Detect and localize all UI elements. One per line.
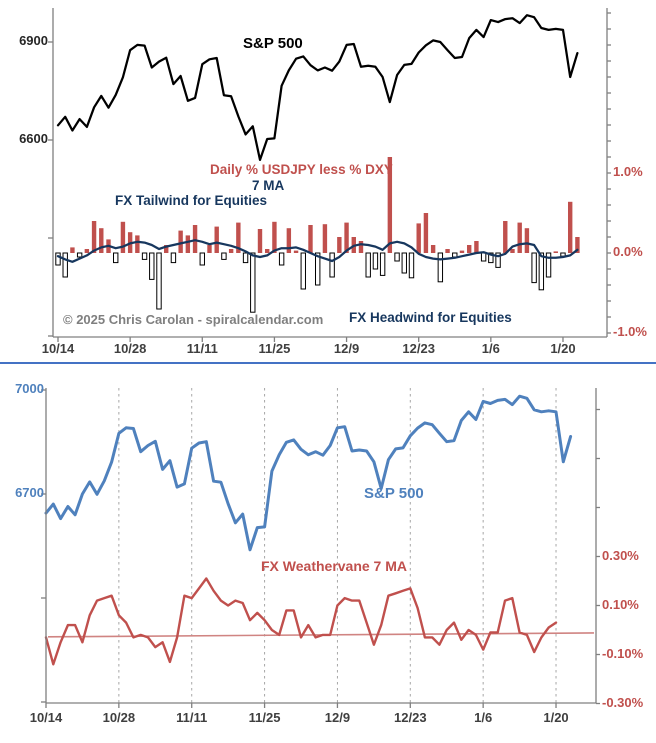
headwind-annotation: FX Headwind for Equities bbox=[349, 310, 512, 325]
tailwind-annotation: FX Tailwind for Equities bbox=[115, 193, 268, 208]
bottom-left-axis-label: 7000 bbox=[15, 381, 44, 396]
top-left-axis-label: 6600 bbox=[19, 131, 48, 146]
bottom-x-tick-label: 10/14 bbox=[29, 710, 63, 725]
top-right-axis-label: 1.0% bbox=[613, 164, 643, 179]
top-x-tick-label: 1/20 bbox=[550, 341, 576, 356]
top-x-tick-label: 10/14 bbox=[41, 341, 75, 356]
weathervane-title: FX Weathervane 7 MA bbox=[261, 558, 408, 574]
bottom-x-tick-label: 11/11 bbox=[176, 710, 208, 725]
top-x-tick-label: 1/6 bbox=[481, 341, 500, 356]
top-x-tick-label: 12/23 bbox=[402, 341, 435, 356]
bottom-x-tick-label: 12/23 bbox=[394, 710, 427, 725]
top-x-tick-label: 11/11 bbox=[186, 341, 218, 356]
bottom-right-axis-label: 0.30% bbox=[602, 547, 639, 563]
top-right-axis-label: -1.0% bbox=[613, 324, 647, 339]
bottom-sp500-title: S&P 500 bbox=[364, 485, 424, 502]
bottom-right-axis-label: 0.10% bbox=[602, 596, 639, 612]
separator-line bbox=[0, 362, 656, 364]
bottom-right-axis-label: -0.10% bbox=[602, 645, 644, 661]
top-x-tick-label: 10/28 bbox=[113, 341, 147, 356]
ma7-series-label: 7 MA bbox=[252, 178, 285, 193]
daily-series-label: Daily % USDJPY less % DXY bbox=[210, 162, 393, 177]
bottom-x-tick-label: 12/9 bbox=[324, 710, 351, 725]
bottom-x-tick-label: 1/6 bbox=[474, 710, 493, 725]
top-right-axis-label: 0.0% bbox=[613, 244, 643, 259]
top-left-axis-label: 6900 bbox=[19, 33, 48, 48]
copyright-text: © 2025 Chris Carolan - spiralcalendar.com bbox=[63, 312, 324, 327]
bottom-right-axis-label: -0.30% bbox=[602, 694, 644, 710]
bottom-x-tick-label: 10/28 bbox=[102, 710, 136, 725]
bottom-x-tick-label: 1/20 bbox=[543, 710, 569, 725]
bottom-left-axis-label: 6700 bbox=[15, 485, 44, 500]
top-sp500-title: S&P 500 bbox=[243, 35, 303, 52]
top-x-tick-label: 11/25 bbox=[258, 341, 291, 356]
top-x-tick-label: 12/9 bbox=[333, 341, 360, 356]
bottom-x-tick-label: 11/25 bbox=[248, 710, 281, 725]
